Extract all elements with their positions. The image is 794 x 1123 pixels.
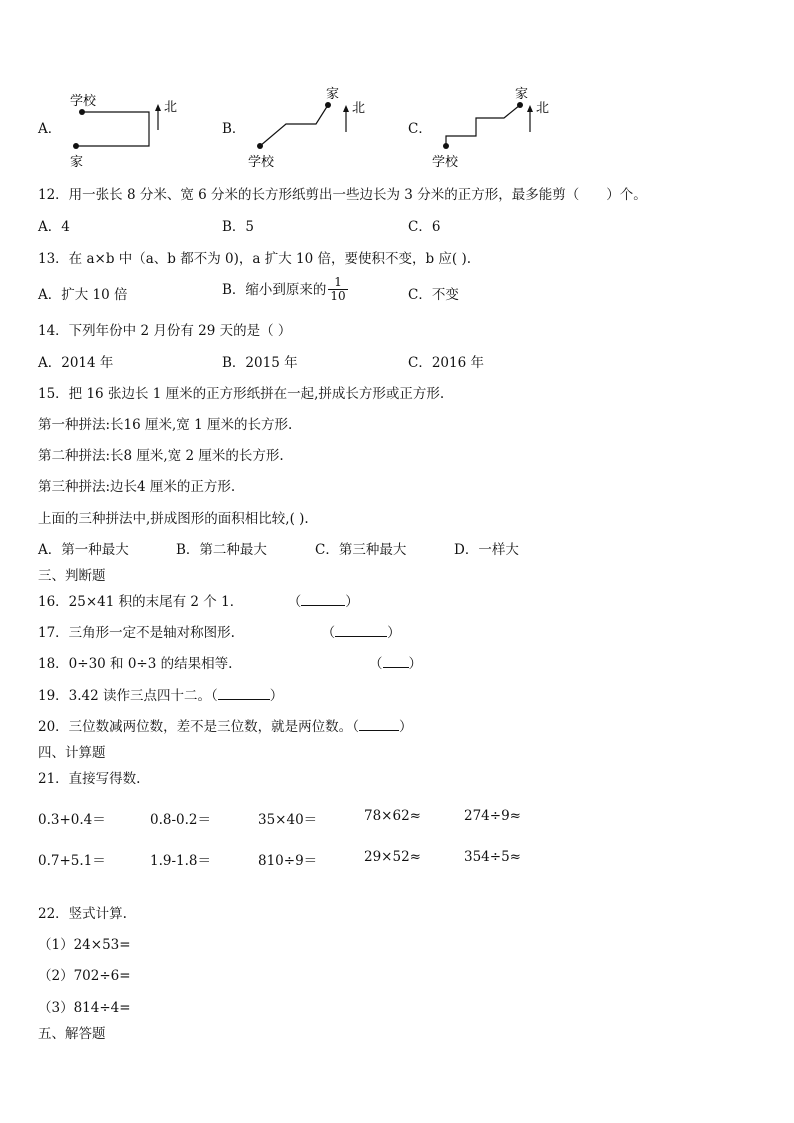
paren-open: （ [369, 656, 383, 672]
school-label: 学校 [432, 155, 459, 170]
section-5-heading: 五、解答题 [38, 1026, 106, 1042]
calc-item: 0.3+0.4＝ [38, 812, 106, 828]
q14-option-c: C．2016 年 [408, 355, 484, 371]
q15-question: 上面的三种拼法中,拼成图形的面积相比较,( ). [38, 511, 309, 527]
paren-open: （ [321, 625, 336, 641]
answer-line [218, 687, 270, 700]
q11-option-b-diagram [244, 84, 374, 174]
q13-option-b-text: B．缩小到原来的 [222, 281, 327, 298]
q12-stem: 12．用一张长 8 分米、宽 6 分米的长方形纸剪出一些边长为 3 分米的正方形，最多能剪（ ）个。 [38, 187, 647, 203]
q22-item-2: （2）702÷6= [38, 968, 131, 984]
q19 [38, 687, 283, 705]
calc-item: 35×40＝ [258, 812, 318, 828]
q13-option-b [222, 276, 348, 303]
school-label: 学校 [248, 155, 275, 170]
q14-option-a: A．2014 年 [38, 355, 114, 371]
paren-open: （ [352, 719, 359, 735]
paren-close: ） [387, 625, 401, 641]
q13-stem: 13．在 a×b 中（a、b 都不为 0)，a 扩大 10 倍，要使积不变，b 应( ). [38, 251, 472, 267]
paren-close: ） [345, 594, 359, 610]
section-4-heading: 四、计算题 [38, 745, 106, 761]
q15-method-1: 第一种拼法:长16 厘米,宽 1 厘米的长方形. [38, 417, 293, 433]
q11-option-a-label: A． [38, 121, 62, 137]
paren-close: ） [398, 719, 413, 735]
q11-option-a-diagram [60, 86, 190, 172]
q16-text: 16．25×41 积的末尾有 2 个 1． [38, 594, 244, 610]
q12-option-c: C．6 [408, 219, 441, 235]
calc-item: 78×62≈ [364, 808, 421, 824]
north-label: 北 [164, 100, 178, 115]
school-label: 学校 [70, 94, 97, 109]
q18-text: 18．0÷30 和 0÷3 的结果相等. [38, 656, 233, 672]
north-arrowhead-icon [343, 105, 349, 112]
q17-answer-blank[interactable] [322, 625, 401, 641]
fraction-numerator: 1 [328, 276, 347, 290]
q18-answer-blank[interactable] [369, 656, 422, 672]
section-3-heading: 三、判断题 [38, 568, 106, 584]
north-arrowhead-icon [155, 104, 161, 111]
north-label: 北 [352, 101, 366, 116]
paren-close: ） [408, 656, 423, 672]
q20 [38, 718, 412, 736]
q19-answer-blank[interactable] [211, 688, 283, 704]
q16 [38, 593, 359, 611]
north-label: 北 [536, 101, 550, 116]
route-line [446, 105, 520, 146]
calc-item: 0.7+5.1＝ [38, 853, 106, 869]
calc-item: 354÷5≈ [464, 849, 521, 865]
answer-line [383, 655, 409, 668]
answer-line [335, 624, 387, 637]
north-arrowhead-icon [527, 105, 533, 112]
q15-method-3: 第三种拼法:边长4 厘米的正方形. [38, 479, 236, 495]
school-dot [257, 143, 263, 149]
q17-text: 17．三角形一定不是轴对称图形. [38, 625, 235, 641]
q11-option-c-diagram [428, 84, 558, 174]
school-dot [443, 143, 449, 149]
q15-option-b: B．第二种最大 [176, 542, 267, 558]
q12-option-b: B．5 [222, 219, 255, 235]
q14-stem: 14．下列年份中 2 月份有 29 天的是（ ） [38, 323, 292, 339]
q15-option-a: A．第一种最大 [38, 542, 129, 558]
calc-item: 810÷9＝ [258, 853, 318, 869]
q19-text: 19．3.42 读作三点四十二。 [38, 688, 212, 704]
q20-text: 20．三位数减两位数，差不是三位数，就是两位数。 [38, 719, 353, 735]
home-label: 家 [326, 87, 340, 102]
q22-stem: 22．竖式计算. [38, 906, 127, 922]
answer-line [359, 718, 399, 731]
q22-item-3: （3）814÷4= [38, 1000, 131, 1016]
paren-close: ） [269, 688, 284, 704]
q13-option-c: C．不变 [408, 287, 459, 303]
answer-line [301, 593, 345, 606]
home-label: 家 [70, 155, 84, 170]
home-dot [73, 143, 79, 149]
paren-open: （ [287, 594, 302, 610]
fraction-one-tenth [328, 276, 347, 303]
q11-option-b-label: B． [222, 121, 246, 137]
paren-open: （ [211, 688, 218, 704]
calc-item: 0.8-0.2＝ [150, 812, 212, 828]
q12-option-a: A．4 [38, 219, 70, 235]
route-line [76, 112, 149, 146]
calc-item: 274÷9≈ [464, 808, 521, 824]
q14-option-b: B．2015 年 [222, 355, 298, 371]
calc-item: 29×52≈ [364, 849, 421, 865]
q22-item-1: （1）24×53= [38, 937, 131, 953]
q20-answer-blank[interactable] [352, 719, 412, 735]
home-label: 家 [515, 87, 529, 102]
q15-stem: 15．把 16 张边长 1 厘米的正方形纸拼在一起,拼成长方形或正方形. [38, 386, 445, 402]
q13-option-a: A．扩大 10 倍 [38, 287, 128, 303]
q16-answer-blank[interactable] [288, 594, 359, 610]
q15-option-d: D．一样大 [454, 542, 519, 558]
q11-option-c-label: C． [408, 121, 432, 137]
q15-method-2: 第二种拼法:长8 厘米,宽 2 厘米的长方形. [38, 448, 284, 464]
q21-stem: 21．直接写得数. [38, 771, 141, 787]
q15-option-c: C．第三种最大 [315, 542, 407, 558]
route-line [260, 105, 328, 146]
fraction-denominator: 10 [330, 289, 346, 303]
q17 [38, 624, 401, 642]
calc-item: 1.9-1.8＝ [150, 853, 212, 869]
q18 [38, 655, 422, 673]
